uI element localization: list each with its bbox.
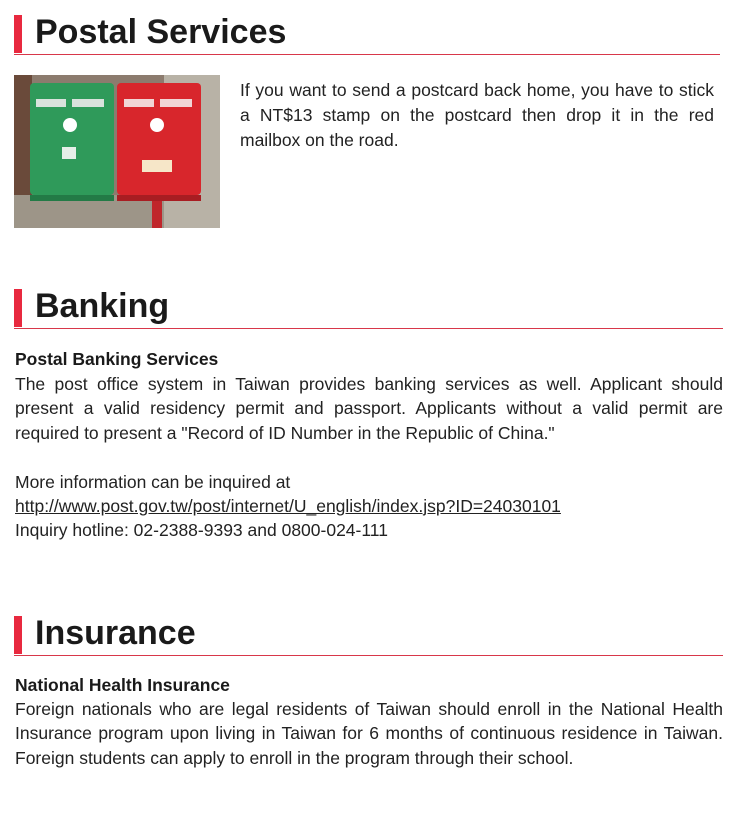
banking-hotline: Inquiry hotline: 02-2388-9393 and 0800-024-111	[15, 520, 388, 540]
banking-subtitle: Postal Banking Services	[15, 349, 219, 369]
postal-text: If you want to send a postcard back home, you have to stick a NT$13 stamp on the postcard then drop it in the red mailbox on the road.	[240, 80, 714, 150]
postal-title: Postal Services	[35, 13, 287, 51]
banking-title: Banking	[35, 287, 170, 325]
post-office-link[interactable]: http://www.post.gov.tw/post/internet/U_english/index.jsp?ID=24030101	[15, 496, 561, 516]
heading-accent-bar	[14, 15, 22, 53]
postal-section-header	[14, 12, 720, 55]
banking-section-header	[14, 286, 723, 329]
heading-accent-bar	[14, 616, 22, 654]
insurance-section-header	[14, 613, 723, 656]
banking-text: The post office system in Taiwan provides banking services as well. Applicant should present a valid residency permit and passport. Applicants without a valid permit are required to present a "Record of ID Number in the Republic of China."	[15, 374, 723, 443]
heading-accent-bar	[14, 289, 22, 327]
insurance-subtitle: National Health Insurance	[15, 675, 230, 695]
mailboxes-photo	[14, 75, 220, 228]
insurance-title: Insurance	[35, 614, 196, 652]
insurance-text: Foreign nationals who are legal residents of Taiwan should enroll in the National Health Insurance program upon living in Taiwan for 6 months of continuous residence in Taiwan. Foreign students can apply to enroll in the program through their school.	[15, 699, 723, 768]
banking-link-line	[15, 494, 561, 518]
banking-more-info: More information can be inquired at	[15, 472, 291, 492]
